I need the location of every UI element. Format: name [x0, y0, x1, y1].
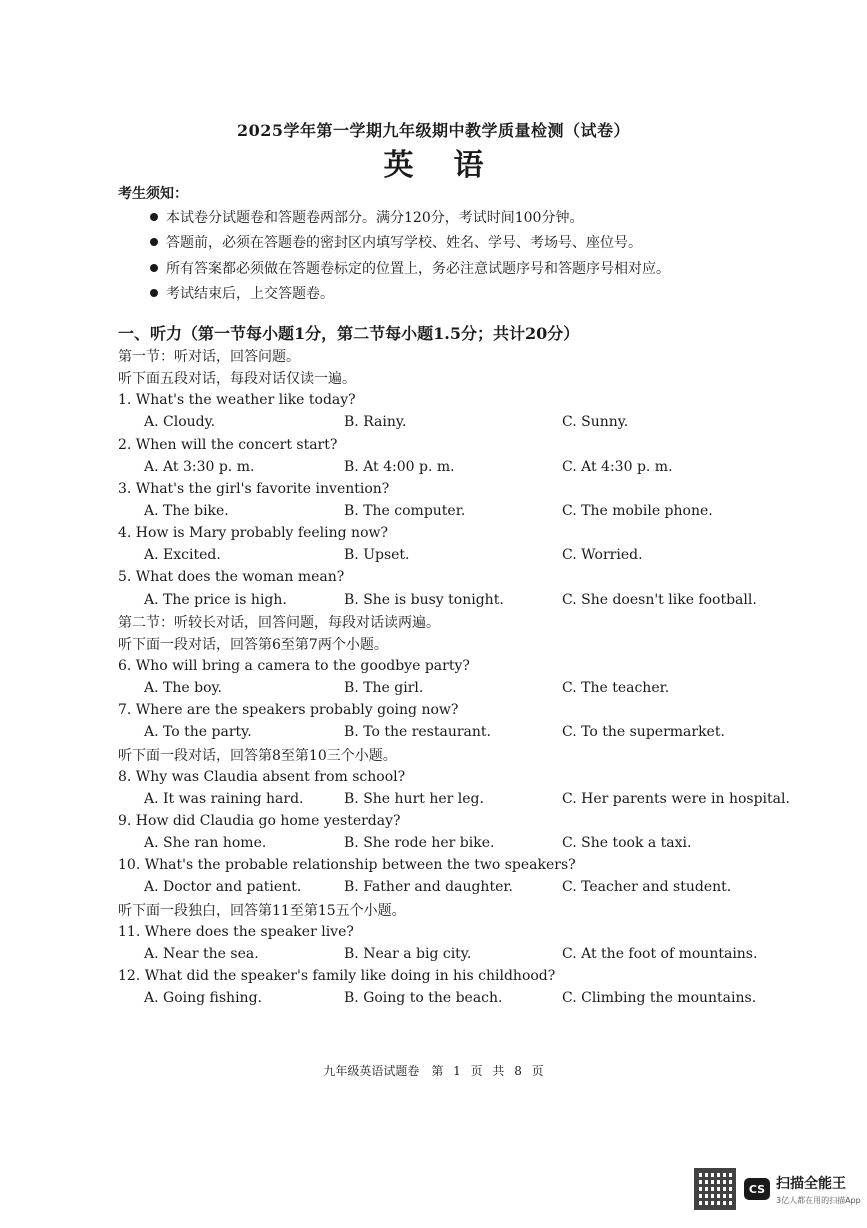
option-a: A. She ran home.	[144, 835, 267, 852]
option-a: A. The boy.	[144, 680, 222, 697]
question-stem: 3. What's the girl's favorite invention?	[118, 480, 390, 497]
bullet-icon	[150, 213, 158, 221]
option-row	[118, 788, 818, 810]
bullet-icon	[150, 238, 158, 246]
monologue-instruction: 听下面一段独白，回答第11至第15五个小题。	[118, 902, 406, 919]
option-row	[118, 943, 818, 965]
option-row	[118, 721, 818, 743]
notice-list	[150, 204, 670, 306]
question-stem: 7. Where are the speakers probably going now?	[118, 702, 459, 719]
question-stem: 5. What does the woman mean?	[118, 569, 345, 586]
option-b: B. At 4:00 p. m.	[344, 458, 455, 475]
option-c: C. At the foot of mountains.	[562, 945, 758, 962]
subject-title: 英语	[383, 148, 524, 183]
option-a: A. Near the sea.	[144, 945, 259, 962]
notice-title: 考生须知：	[118, 186, 188, 202]
option-a: A. The bike.	[144, 503, 229, 520]
option-c: C. To the supermarket.	[562, 724, 725, 741]
notice-item: 答题前，必须在答题卷的密封区内填写学校、姓名、学号、考场号、座位号。	[150, 230, 670, 256]
option-row	[118, 411, 818, 433]
listening-section	[118, 345, 818, 1009]
option-row	[118, 987, 818, 1009]
dialogue-instruction: 听下面一段对话，回答第6至第7两个小题。	[118, 636, 388, 653]
exam-title: 2025学年第一学期九年级期中教学质量检测（试卷）	[236, 121, 631, 140]
question-stem: 10. What's the probable relationship between the two speakers?	[118, 857, 576, 874]
section-heading: 一、听力（第一节每小题1分，第二节每小题1.5分；共计20分）	[118, 324, 580, 343]
part1-title: 第一节：听对话，回答问题。	[118, 349, 300, 366]
option-b: B. Going to the beach.	[344, 990, 503, 1007]
option-c: C. Teacher and student.	[562, 879, 732, 896]
option-row	[118, 544, 818, 566]
option-b: B. The computer.	[344, 503, 466, 520]
notice-item: 考试结束后，上交答题卷。	[150, 281, 670, 307]
option-a: A. Cloudy.	[144, 414, 216, 431]
question-stem: 2. When will the concert start?	[118, 436, 338, 453]
option-row	[118, 876, 818, 898]
option-a: A. Going fishing.	[144, 990, 262, 1007]
option-row	[118, 589, 818, 611]
question-stem: 9. How did Claudia go home yesterday?	[118, 813, 401, 830]
notice-item: 本试卷分试题卷和答题卷两部分。满分120分，考试时间100分钟。	[150, 204, 670, 230]
option-a: A. It was raining hard.	[144, 790, 304, 807]
question-stem: 4. How is Mary probably feeling now?	[118, 525, 388, 542]
dialogue-instruction: 听下面一段对话，回答第8至第10三个小题。	[118, 747, 397, 764]
option-a: A. Excited.	[144, 547, 221, 564]
option-c: C. Sunny.	[562, 414, 629, 431]
page-footer: 九年级英语试题卷 第 1 页 共 8 页	[323, 1064, 544, 1078]
option-row	[118, 832, 818, 854]
option-b: B. She rode her bike.	[344, 835, 495, 852]
camscanner-logo-icon: CS	[744, 1178, 770, 1200]
bullet-icon	[150, 289, 158, 297]
option-c: C. At 4:30 p. m.	[562, 458, 673, 475]
qr-code-icon	[694, 1168, 736, 1210]
option-b: B. She is busy tonight.	[344, 591, 504, 608]
option-c: C. The mobile phone.	[562, 503, 713, 520]
option-row	[118, 677, 818, 699]
option-row	[118, 500, 818, 522]
question-stem: 8. Why was Claudia absent from school?	[118, 768, 406, 785]
option-a: A. At 3:30 p. m.	[144, 458, 255, 475]
question-stem: 11. Where does the speaker live?	[118, 923, 354, 940]
question-stem: 12. What did the speaker's family like doing in his childhood?	[118, 968, 556, 984]
option-b: B. Near a big city.	[344, 945, 472, 962]
option-b: B. She hurt her leg.	[344, 790, 484, 807]
part1-instruction: 听下面五段对话，每段对话仅读一遍。	[118, 371, 356, 388]
option-c: C. The teacher.	[562, 680, 670, 697]
option-c: C. Worried.	[562, 547, 643, 564]
question-stem: 1. What's the weather like today?	[118, 392, 356, 409]
option-a: A. The price is high.	[144, 591, 287, 608]
option-b: B. Father and daughter.	[344, 879, 513, 896]
brand-tagline: 3亿人都在用的扫描App	[776, 1195, 861, 1205]
option-b: B. Upset.	[344, 547, 410, 564]
option-b: B. Rainy.	[344, 414, 407, 431]
part2-title: 第二节：听较长对话，回答问题，每段对话读两遍。	[118, 614, 440, 631]
option-row	[118, 456, 818, 478]
scanner-watermark	[694, 1168, 861, 1210]
bullet-icon	[150, 264, 158, 272]
option-a: A. To the party.	[144, 724, 252, 741]
notice-item: 所有答案都必须做在答题卷标定的位置上，务必注意试题序号和答题序号相对应。	[150, 255, 670, 281]
question-stem: 6. Who will bring a camera to the goodbye party?	[118, 658, 470, 675]
option-b: B. The girl.	[344, 680, 424, 697]
brand-block	[776, 1173, 861, 1206]
option-c: C. She doesn't like football.	[562, 591, 757, 608]
option-a: A. Doctor and patient.	[144, 879, 302, 896]
option-c: C. Her parents were in hospital.	[562, 790, 790, 807]
option-c: C. Climbing the mountains.	[562, 990, 757, 1007]
option-c: C. She took a taxi.	[562, 835, 692, 852]
option-b: B. To the restaurant.	[344, 724, 491, 741]
brand-name: 扫描全能王	[776, 1175, 846, 1192]
